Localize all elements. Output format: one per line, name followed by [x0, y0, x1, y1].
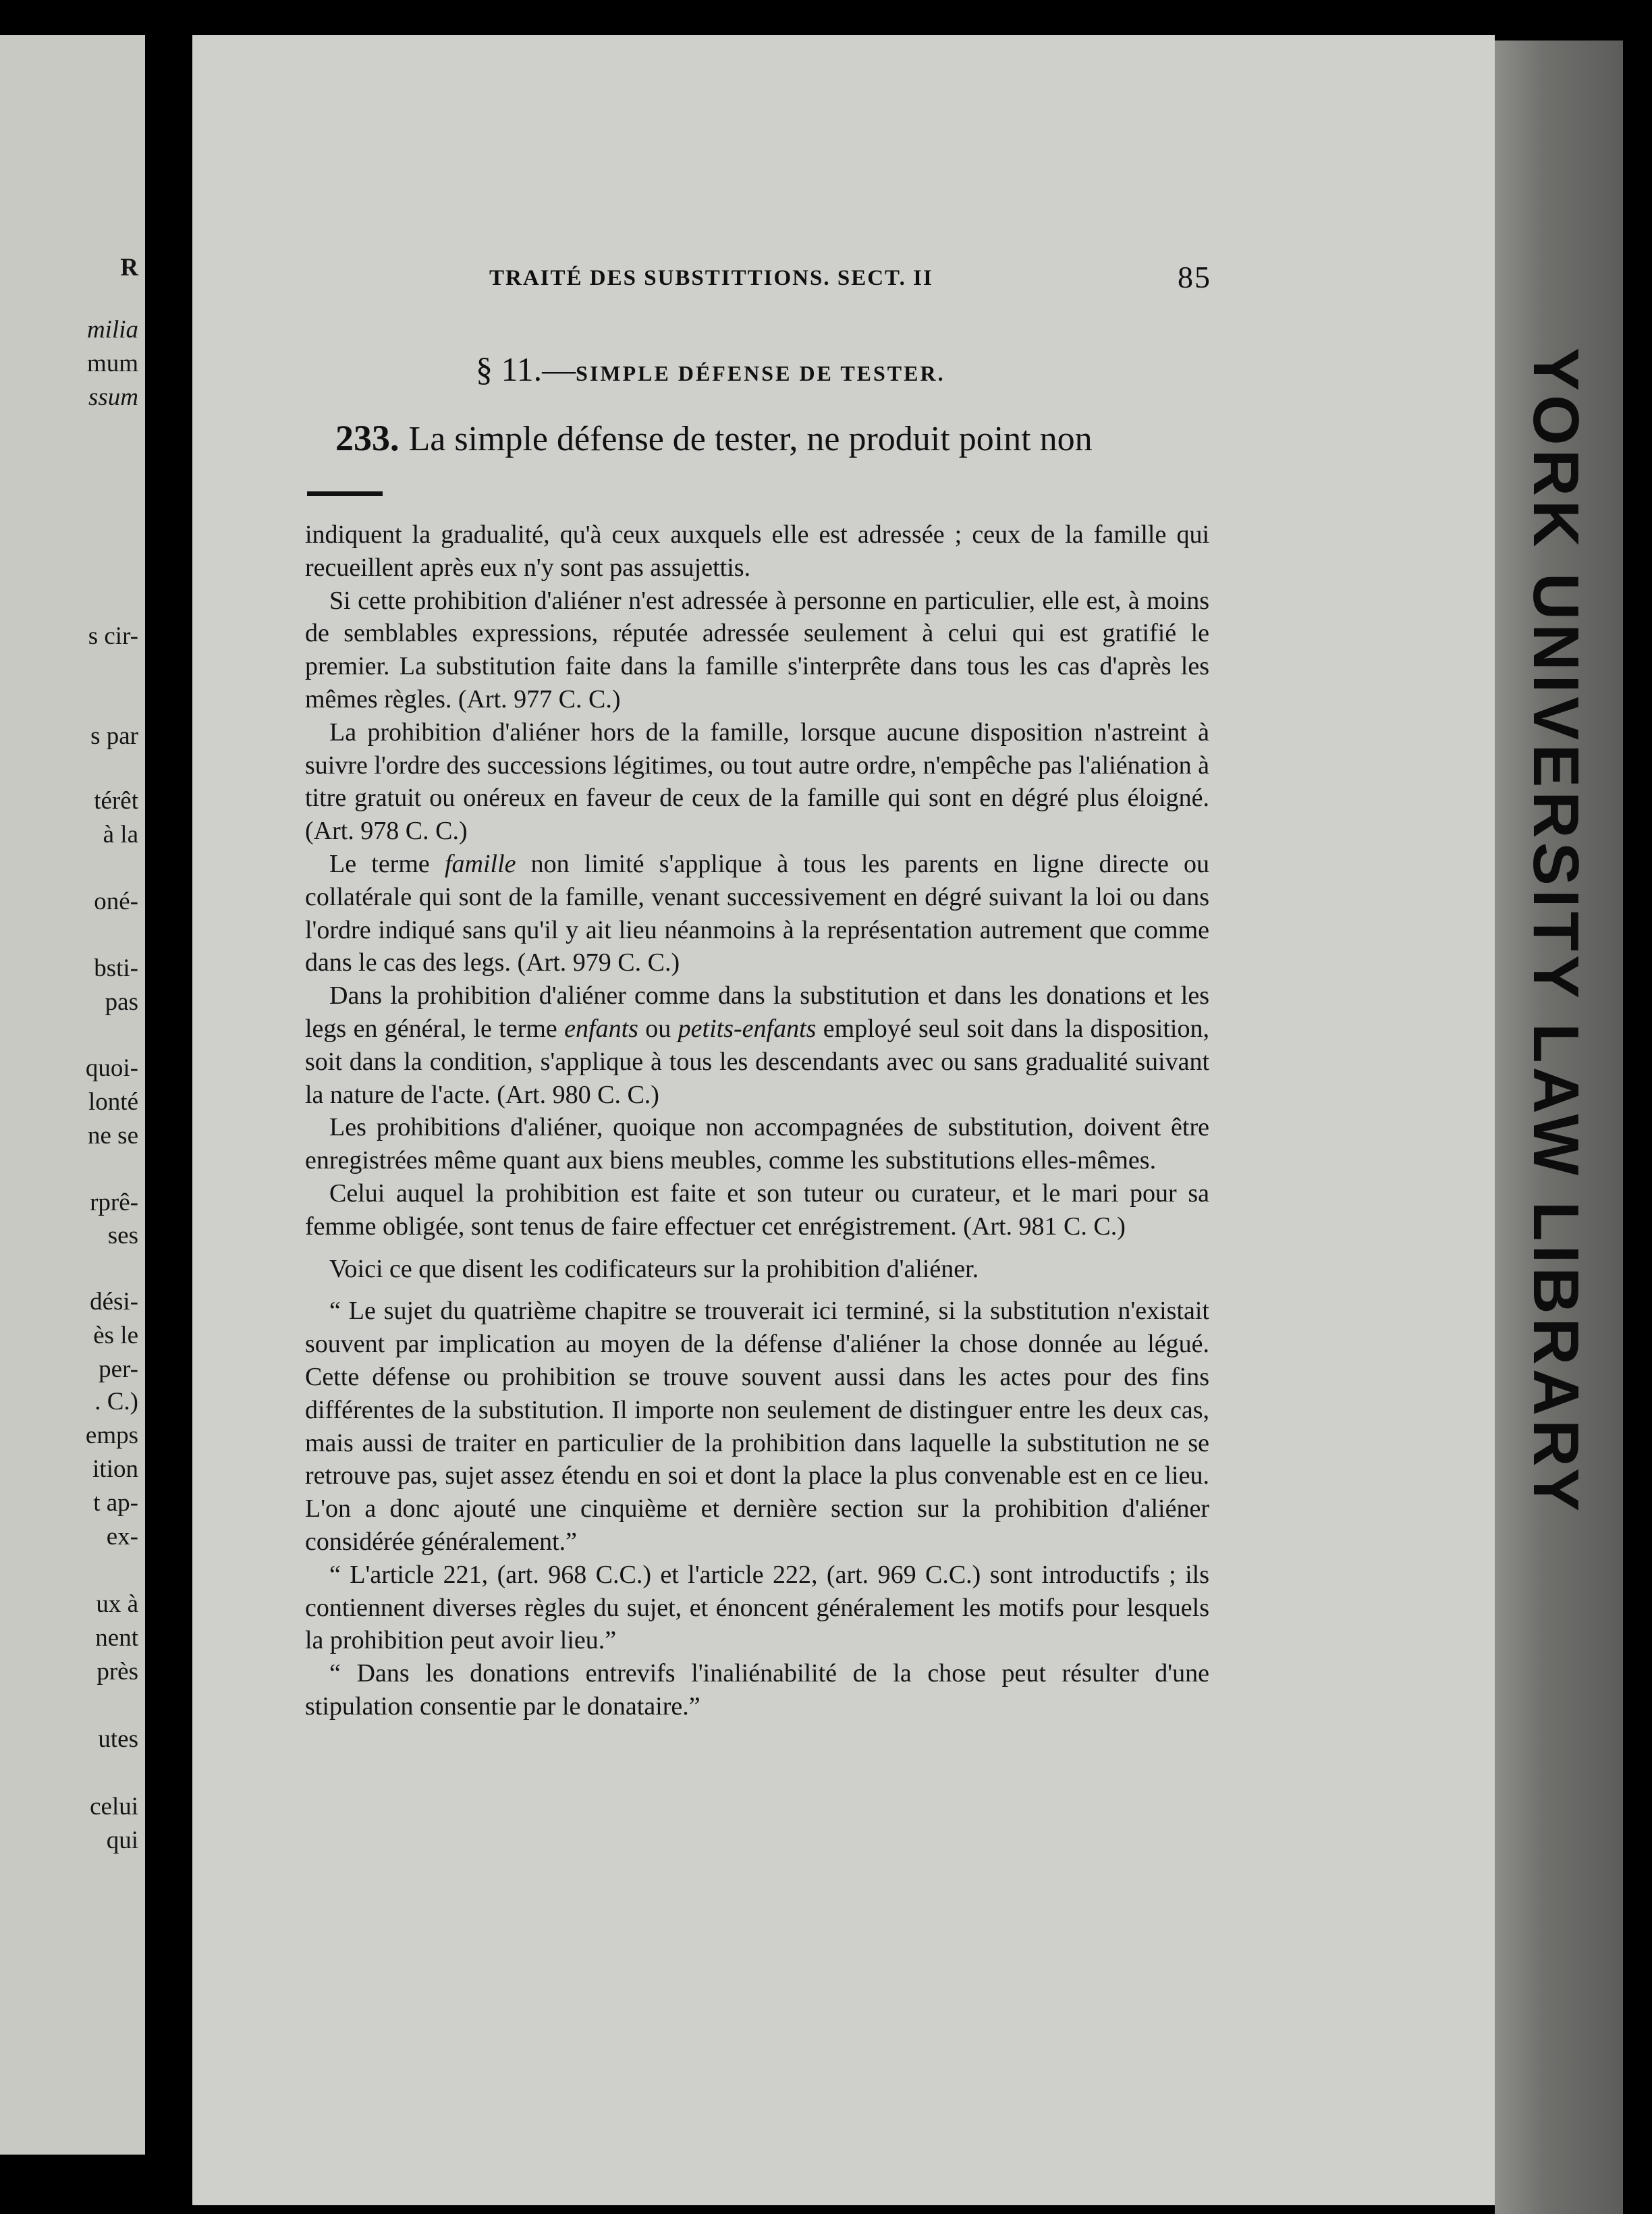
left-fragment: R [120, 254, 138, 281]
left-fragment: ès le [93, 1322, 138, 1349]
left-fragment: pas [105, 988, 138, 1016]
left-fragment: dési- [90, 1288, 138, 1316]
left-fragment: mum [86, 350, 138, 377]
article-lead [335, 420, 1206, 457]
running-header [489, 260, 1211, 304]
left-fragment: s par [90, 722, 138, 750]
left-fragment: ition [92, 1455, 138, 1483]
quotation: “ Dans les donations entrevifs l'inaliénabilité de la chose peut résulter d'une stipulation consentie par le donataire.” [305, 1659, 1209, 1721]
left-fragment: celui [90, 1793, 138, 1820]
text-run: Dans la prohibition d'aliéner comme dans la substitution et dans les donations et les legs en général, le terme [305, 981, 1209, 1043]
paragraph: La prohibition d'aliéner hors de la famille, lorsque aucune disposition n'astreint à suivre l'ordre des successions légitimes, ou tout autre ordre, n'empêche pas l'aliénation à titre gratuit ou onéreux en faveur de ceux de la famille qui sont en dégré plus éloigné. (Art. 978 C. C.) [305, 718, 1209, 846]
left-fragment: rprê- [90, 1189, 138, 1216]
paragraph: Les prohibitions d'aliéner, quoique non accompagnées de substitution, doivent être enregistrées même quant aux biens meubles, comme les substitutions elles-mêmes. [305, 1113, 1209, 1175]
italic-term: famille [444, 849, 516, 878]
left-fragment: oné- [94, 888, 138, 915]
left-fragment: lonté [88, 1088, 138, 1116]
italic-term: petits-enfants [678, 1014, 817, 1043]
section-heading [476, 350, 945, 389]
left-fragment: ne se [88, 1122, 138, 1150]
quotation: “ L'article 221, (art. 968 C.C.) et l'article 222, (art. 969 C.C.) sont introductifs ; ils contiennent diverses règles du sujet, et énoncent généralement les motifs pour lesquels la prohibition peut avoir lieu.” [305, 1560, 1209, 1655]
separator-rule [307, 491, 383, 496]
left-fragment: ex- [106, 1523, 138, 1550]
paragraph: Voici ce que disent les codificateurs sur la prohibition d'aliéner. [329, 1254, 979, 1283]
left-fragment: bsti- [94, 954, 138, 982]
text-run: non limité s'applique à tous les parents en ligne directe ou collatérale qui sont de la famille, venant successivement en dégré suivant la loi ou dans l'ordre indiqué sans qu'il y ait lieu néanmoins à la représentation autrement que comme dans le cas des legs. (Art. 979 C. C.) [305, 849, 1209, 977]
article-number: 233. [335, 418, 400, 458]
left-fragment: emps [85, 1422, 138, 1449]
left-fragment: ssum [88, 383, 138, 411]
paragraph: indiquent la gradualité, qu'à ceux auxquels elle est adressée ; ceux de la famille qui recueillent après eux n'y sont pas assujettis. [305, 520, 1209, 582]
section-title: SIMPLE DÉFENSE DE TESTER. [576, 361, 945, 385]
left-fragment: quoi- [85, 1054, 138, 1082]
paragraph [305, 979, 1209, 1111]
running-title: TRAITÉ DES SUBSTITTIONS. SECT. II [489, 266, 933, 290]
italic-term: enfants [564, 1014, 638, 1043]
left-fragment: près [97, 1658, 138, 1685]
left-fragment: ux à [96, 1590, 138, 1618]
article-lead-text: La simple défense de tester, ne produit point non [408, 420, 1093, 458]
left-fragment: t ap- [93, 1489, 138, 1517]
page-number: 85 [1178, 260, 1211, 294]
left-fragment: . C.) [94, 1388, 138, 1415]
left-fragment: nent [95, 1624, 138, 1652]
body-text [305, 518, 1209, 1723]
section-number: § 11.— [476, 350, 576, 388]
left-fragment: à la [103, 821, 138, 848]
left-fragment: per- [99, 1355, 138, 1383]
left-fragment: milia [86, 316, 138, 344]
left-fragment: s cir- [88, 622, 138, 650]
text-run: Le terme [329, 849, 445, 878]
left-page-edge [0, 35, 145, 2155]
left-fragment: ses [107, 1222, 138, 1249]
left-fragment: térêt [94, 787, 138, 815]
left-fragment: utes [98, 1725, 138, 1753]
left-fragment: qui [106, 1827, 138, 1854]
paragraph [305, 848, 1209, 979]
library-stamp: YORK UNIVERSITY LAW LIBRARY [1520, 347, 1592, 1516]
text-run: employé seul soit dans la disposition, soit dans la condition, s'applique à tous les descendants avec ou sans gradualité suivant la nature de l'acte. (Art. 980 C. C.) [305, 1014, 1209, 1109]
quotation: “ Le sujet du quatrième chapitre se trouverait ici terminé, si la substitution n'existait souvent par implication au moyen de la défense d'aliéner la chose donnée au légué. Cette défense ou prohibition se trouve souvent aussi dans les actes pour des fins différentes de la substitution. Il importe non seulement de distinguer entre les deux cas, mais aussi de traiter en particulier de la prohibition dans laquelle la substitution ne se retrouve pas, sujet assez étendu en soi et dont la place la plus convenable est en ce lieu. L'on a donc ajouté une cinquième et dernière section sur la prohibition d'aliéner considérée généralement.” [305, 1297, 1209, 1556]
text-run: ou [638, 1014, 678, 1043]
paragraph: Si cette prohibition d'aliéner n'est adressée à personne en particulier, elle est, à moins de semblables expressions, réputée adressée seulement à celui qui est gratifié le premier. La substitution faite dans la famille s'interprête dans tous les cas d'après les mêmes règles. (Art. 977 C. C.) [305, 586, 1209, 713]
paragraph: Celui auquel la prohibition est faite et son tuteur ou curateur, et le mari pour sa femme obligée, sont tenus de faire effectuer cet enrégistrement. (Art. 981 C. C.) [305, 1179, 1209, 1241]
